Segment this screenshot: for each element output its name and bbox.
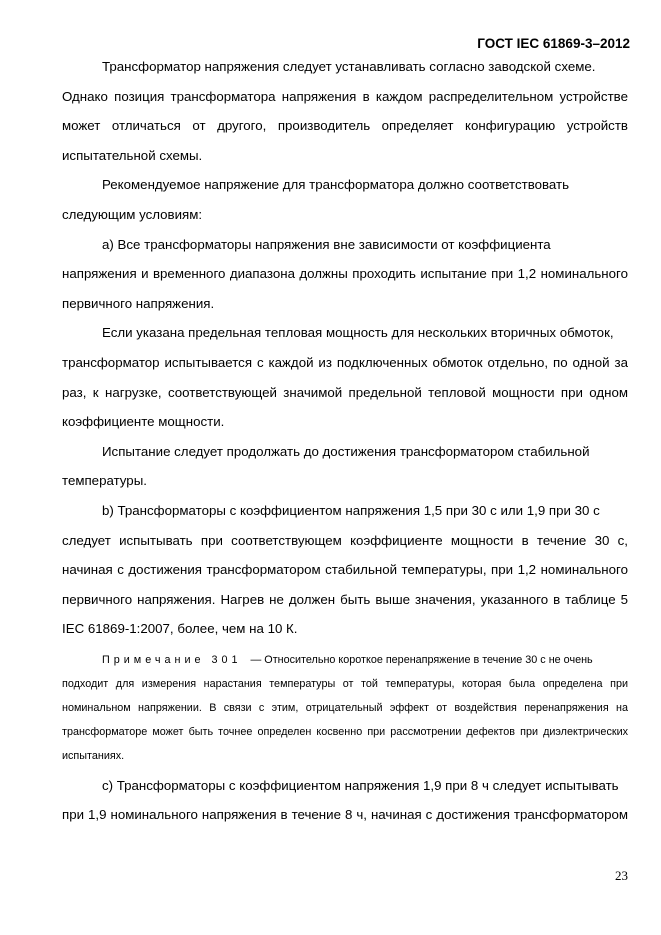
text-line: Испытание следует продолжать до достижения трансформатором стабильной <box>102 443 590 459</box>
text-line: температуры. <box>62 473 147 489</box>
text-line: Рекомендуемое напряжение для трансформатора должно соответствовать <box>102 177 570 193</box>
note-first-line <box>62 648 628 672</box>
body-text <box>62 52 628 830</box>
text-line: коэффициенте мощности. <box>62 414 225 430</box>
text-line: следующим условиям: <box>62 206 203 222</box>
note-line: подходит для измерения нарастания температуры от той температуры, которая была определена при <box>62 677 628 690</box>
text-line: Если указана предельная тепловая мощность для нескольких вторичных обмоток, <box>102 325 614 341</box>
paragraph-c <box>62 771 628 830</box>
text-line: напряжения и временного диапазона должны проходить испытание при 1,2 номинального <box>62 266 628 282</box>
text-line: трансформатор испытывается с каждой из подключенных обмоток отдельно, по одной за <box>62 354 628 370</box>
text-line: Однако позиция трансформатора напряжения в каждом распределительном устройстве <box>62 88 628 104</box>
text-line: испытательной схемы. <box>62 147 203 163</box>
text-line: первичного напряжения. <box>62 295 215 311</box>
note-text: — Относительно короткое перенапряжение в течение 30 с не очень <box>250 653 593 666</box>
note-line: трансформаторе может быть точнее определен косвенно при рассмотрении дефектов при диэлектрических <box>62 725 628 738</box>
note-block <box>62 648 628 768</box>
page-number: 23 <box>615 868 628 883</box>
note-line: испытаниях. <box>62 749 125 762</box>
note-line: номинальном напряжении. В связи с этим, отрицательный эффект от воздействия перенапряжения на <box>62 701 628 714</box>
text-line: c) Трансформаторы с коэффициентом напряжения 1,9 при 8 ч следует испытывать <box>102 777 619 793</box>
text-line: начиная с достижения трансформатором стабильной температуры, при 1,2 номинального <box>62 562 628 578</box>
text-line: может отличаться от другого, производитель определяет конфигурацию устройств <box>62 118 628 134</box>
text-line: b) Трансформаторы с коэффициентом напряжения 1,5 при 30 с или 1,9 при 30 с <box>102 502 600 518</box>
text-line: первичного напряжения. Нагрев не должен быть выше значения, указанного в таблице 5 <box>62 591 628 607</box>
note-label: Примечание 301 <box>102 653 242 666</box>
text-line: при 1,9 номинального напряжения в течение 8 ч, начиная с достижения трансформатором <box>62 807 628 823</box>
standard-designation: ГОСТ IEC 61869-3–2012 <box>477 36 630 51</box>
text-line: раз, к нагрузке, соответствующей значимой предельной тепловой мощности при одном <box>62 384 628 400</box>
text-line: Трансформатор напряжения следует устанавливать согласно заводской схеме. <box>102 59 596 74</box>
text-line: a) Все трансформаторы напряжения вне зависимости от коэффициента <box>102 236 551 252</box>
text-line: IEC 61869-1:2007, более, чем на 10 К. <box>62 621 298 637</box>
text-line: следует испытывать при соответствующем коэффициенте мощности в течение 30 с, <box>62 532 628 548</box>
